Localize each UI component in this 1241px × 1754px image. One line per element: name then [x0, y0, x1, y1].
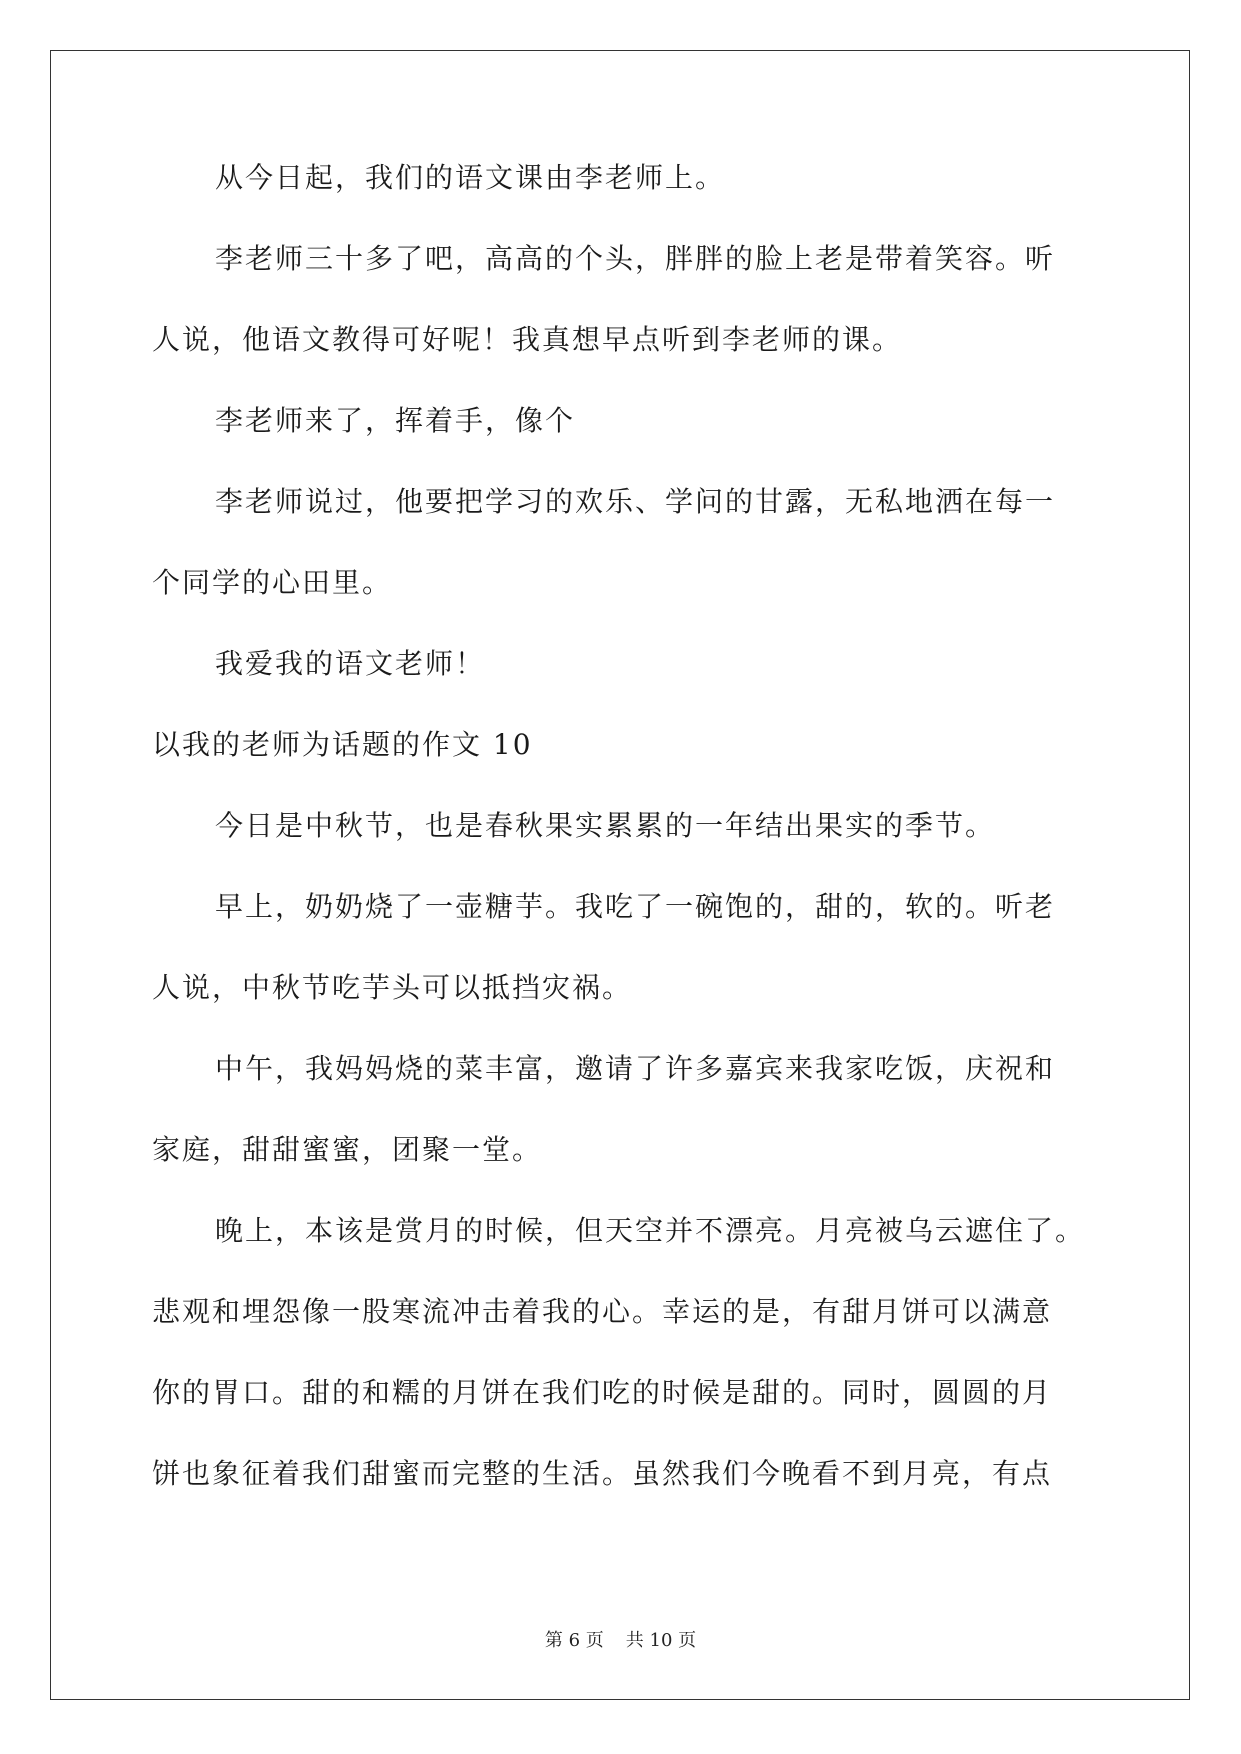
- text-line: 中午，我妈妈烧的菜丰富，邀请了许多嘉宾来我家吃饭，庆祝和: [215, 1052, 1056, 1085]
- total-pages: 共 10 页: [625, 1630, 697, 1651]
- document-body: [152, 158, 1092, 1535]
- text-line: 早上，奶奶烧了一壶糖芋。我吃了一碗饱的，甜的，软的。听老: [215, 890, 1056, 923]
- page-footer: [0, 1626, 1241, 1652]
- text-line: 人说，中秋节吃芋头可以抵挡灾祸。: [152, 971, 633, 1004]
- text-line: 个同学的心田里。: [152, 566, 393, 599]
- text-line: 李老师三十多了吧，高高的个头，胖胖的脸上老是带着笑容。听: [215, 242, 1056, 275]
- text-line: 人说，他语文教得可好呢！我真想早点听到李老师的课。: [152, 323, 903, 356]
- text-line: 今日是中秋节，也是春秋果实累累的一年结出果实的季节。: [215, 809, 996, 842]
- text-line: 晚上，本该是赏月的时候，但天空并不漂亮。月亮被乌云遮住了。: [215, 1214, 1086, 1247]
- text-line: 饼也象征着我们甜蜜而完整的生活。虽然我们今晚看不到月亮，有点: [152, 1457, 1053, 1490]
- text-line: 家庭，甜甜蜜蜜，团聚一堂。: [152, 1133, 543, 1166]
- text-line: 李老师来了，挥着手，像个: [215, 404, 576, 437]
- text-line: 从今日起，我们的语文课由李老师上。: [215, 161, 726, 194]
- text-line: 悲观和埋怨像一股寒流冲击着我的心。幸运的是，有甜月饼可以满意: [152, 1295, 1053, 1328]
- text-line: 我爱我的语文老师！: [215, 647, 486, 680]
- section-heading: 以我的老师为话题的作文 10: [152, 728, 533, 761]
- text-line: 李老师说过，他要把学习的欢乐、学问的甘露，无私地洒在每一: [215, 485, 1056, 518]
- current-page-number: 第 6 页: [544, 1630, 604, 1651]
- text-line: 你的胃口。甜的和糯的月饼在我们吃的时候是甜的。同时，圆圆的月: [152, 1376, 1053, 1409]
